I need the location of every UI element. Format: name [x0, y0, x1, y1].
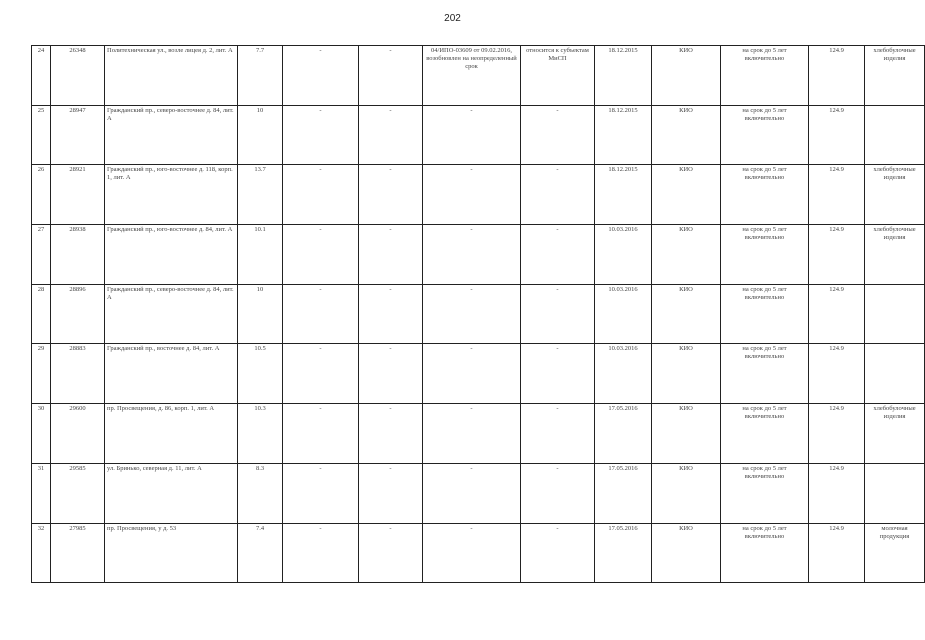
col5-cell: - — [283, 105, 359, 165]
document-cell: - — [423, 105, 521, 165]
type-cell: КИО — [652, 225, 721, 285]
term-cell: на срок до 5 лет включительно — [721, 463, 809, 523]
registry-number: 27985 — [51, 523, 105, 583]
address-cell: Политехническая ул., возле лицея д. 2, лит. А — [105, 46, 238, 106]
col6-cell: - — [359, 523, 423, 583]
table-row — [32, 105, 925, 165]
table-row — [32, 344, 925, 404]
document-cell: - — [423, 523, 521, 583]
subject-cell: относится к субъектам МиСП — [521, 46, 595, 106]
row-number: 24 — [32, 46, 51, 106]
row-number: 29 — [32, 344, 51, 404]
registry-number: 28921 — [51, 165, 105, 225]
table-row — [32, 46, 925, 106]
date-cell: 18.12.2015 — [595, 46, 652, 106]
address-cell: пр. Просвещения, у д. 53 — [105, 523, 238, 583]
registry-number: 29600 — [51, 404, 105, 464]
specialization-cell: хлебобулочные изделия — [865, 404, 925, 464]
specialization-cell: хлебобулочные изделия — [865, 165, 925, 225]
specialization-cell — [865, 105, 925, 165]
document-cell: - — [423, 404, 521, 464]
address-cell: ул. Бринько, северная д. 11, лит. А — [105, 463, 238, 523]
subject-cell: - — [521, 344, 595, 404]
row-number: 32 — [32, 523, 51, 583]
type-cell: КИО — [652, 404, 721, 464]
document-cell: - — [423, 344, 521, 404]
document-cell: - — [423, 463, 521, 523]
code-cell: 124.9 — [809, 46, 865, 106]
date-cell: 17.05.2016 — [595, 523, 652, 583]
subject-cell: - — [521, 225, 595, 285]
date-cell: 17.05.2016 — [595, 463, 652, 523]
col6-cell: - — [359, 105, 423, 165]
col5-cell: - — [283, 46, 359, 106]
registry-number: 29585 — [51, 463, 105, 523]
subject-cell: - — [521, 404, 595, 464]
document-cell: - — [423, 165, 521, 225]
date-cell: 18.12.2015 — [595, 165, 652, 225]
date-cell: 10.03.2016 — [595, 344, 652, 404]
document-cell: 04/ИПО-03609 от 09.02.2016, возобновлен на неопределенный срок — [423, 46, 521, 106]
specialization-cell: хлебобулочные изделия — [865, 46, 925, 106]
subject-cell: - — [521, 284, 595, 344]
code-cell: 124.9 — [809, 225, 865, 285]
type-cell: КИО — [652, 344, 721, 404]
page-number: 202 — [444, 13, 461, 24]
registry-number: 28883 — [51, 344, 105, 404]
table-row — [32, 165, 925, 225]
row-number: 26 — [32, 165, 51, 225]
area-cell: 7.4 — [238, 523, 283, 583]
col6-cell: - — [359, 165, 423, 225]
address-cell: пр. Просвещения, д. 86, корп. 1, лит. А — [105, 404, 238, 464]
registry-number: 26348 — [51, 46, 105, 106]
address-cell: Гражданский пр., юго-восточнее д. 118, корп. 1, лит. А — [105, 165, 238, 225]
code-cell: 124.9 — [809, 105, 865, 165]
table-row — [32, 225, 925, 285]
col6-cell: - — [359, 46, 423, 106]
subject-cell: - — [521, 463, 595, 523]
col6-cell: - — [359, 284, 423, 344]
col6-cell: - — [359, 344, 423, 404]
address-cell: Гражданский пр., юго-восточнее д. 84, лит. А — [105, 225, 238, 285]
row-number: 31 — [32, 463, 51, 523]
area-cell: 13.7 — [238, 165, 283, 225]
type-cell: КИО — [652, 165, 721, 225]
col5-cell: - — [283, 463, 359, 523]
row-number: 25 — [32, 105, 51, 165]
code-cell: 124.9 — [809, 284, 865, 344]
col5-cell: - — [283, 344, 359, 404]
area-cell: 8.3 — [238, 463, 283, 523]
specialization-cell — [865, 284, 925, 344]
term-cell: на срок до 5 лет включительно — [721, 165, 809, 225]
type-cell: КИО — [652, 284, 721, 344]
specialization-cell: хлебобулочные изделия — [865, 225, 925, 285]
col5-cell: - — [283, 523, 359, 583]
subject-cell: - — [521, 165, 595, 225]
area-cell: 7.7 — [238, 46, 283, 106]
code-cell: 124.9 — [809, 404, 865, 464]
type-cell: КИО — [652, 105, 721, 165]
document-cell: - — [423, 225, 521, 285]
col5-cell: - — [283, 404, 359, 464]
term-cell: на срок до 5 лет включительно — [721, 225, 809, 285]
type-cell: КИО — [652, 463, 721, 523]
table-row — [32, 284, 925, 344]
registry-table — [31, 45, 925, 583]
col6-cell: - — [359, 404, 423, 464]
col5-cell: - — [283, 165, 359, 225]
code-cell: 124.9 — [809, 165, 865, 225]
specialization-cell: молочная продукция — [865, 523, 925, 583]
registry-number: 28896 — [51, 284, 105, 344]
document-cell: - — [423, 284, 521, 344]
specialization-cell — [865, 344, 925, 404]
specialization-cell — [865, 463, 925, 523]
date-cell: 17.05.2016 — [595, 404, 652, 464]
col5-cell: - — [283, 225, 359, 285]
code-cell: 124.9 — [809, 523, 865, 583]
table-row — [32, 404, 925, 464]
address-cell: Гражданский пр., северо-восточнее д. 84, лит. А — [105, 105, 238, 165]
term-cell: на срок до 5 лет включительно — [721, 284, 809, 344]
address-cell: Гражданский пр., восточнее д. 84, лит. А — [105, 344, 238, 404]
area-cell: 10 — [238, 284, 283, 344]
row-number: 30 — [32, 404, 51, 464]
type-cell: КИО — [652, 523, 721, 583]
code-cell: 124.9 — [809, 344, 865, 404]
registry-number: 28938 — [51, 225, 105, 285]
term-cell: на срок до 5 лет включительно — [721, 344, 809, 404]
area-cell: 10.1 — [238, 225, 283, 285]
type-cell: КИО — [652, 46, 721, 106]
subject-cell: - — [521, 105, 595, 165]
code-cell: 124.9 — [809, 463, 865, 523]
table-row — [32, 523, 925, 583]
col5-cell: - — [283, 284, 359, 344]
subject-cell: - — [521, 523, 595, 583]
registry-number: 28947 — [51, 105, 105, 165]
col6-cell: - — [359, 225, 423, 285]
date-cell: 18.12.2015 — [595, 105, 652, 165]
date-cell: 10.03.2016 — [595, 225, 652, 285]
col6-cell: - — [359, 463, 423, 523]
row-number: 28 — [32, 284, 51, 344]
area-cell: 10 — [238, 105, 283, 165]
table-row — [32, 463, 925, 523]
area-cell: 10.5 — [238, 344, 283, 404]
term-cell: на срок до 5 лет включительно — [721, 46, 809, 106]
term-cell: на срок до 5 лет включительно — [721, 523, 809, 583]
address-cell: Гражданский пр., северо-восточнее д. 84, лит. А — [105, 284, 238, 344]
date-cell: 10.03.2016 — [595, 284, 652, 344]
row-number: 27 — [32, 225, 51, 285]
term-cell: на срок до 5 лет включительно — [721, 105, 809, 165]
area-cell: 10.3 — [238, 404, 283, 464]
term-cell: на срок до 5 лет включительно — [721, 404, 809, 464]
